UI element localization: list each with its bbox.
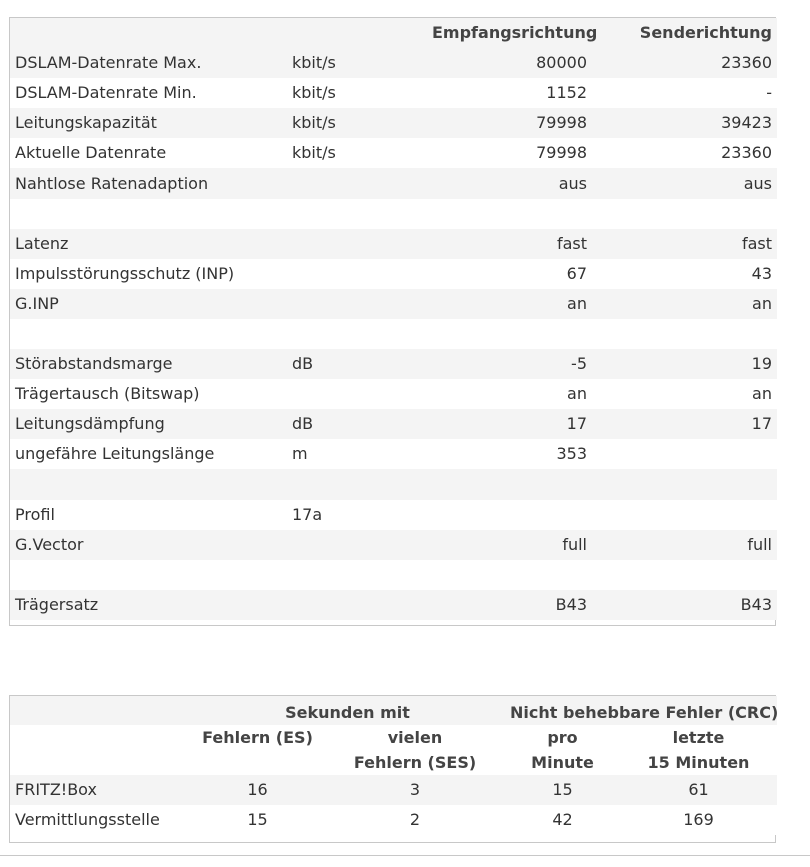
row-label: Störabstandsmarge (10, 349, 287, 379)
row-unit: dB (287, 409, 427, 439)
table-row (10, 775, 777, 805)
header-upstream: Senderichtung (592, 18, 777, 48)
row-unit: 17a (287, 500, 427, 530)
row-downstream-value: 353 (427, 439, 592, 469)
row-downstream-value: full (427, 530, 592, 560)
row-upstream-value: 43 (592, 259, 777, 289)
header-unit-empty (287, 18, 427, 48)
row-label: G.Vector (10, 530, 287, 560)
row-label (10, 469, 287, 499)
row-label (10, 560, 287, 590)
row-downstream-value: 79998 (427, 138, 592, 168)
row-unit (287, 229, 427, 259)
table-row (10, 409, 777, 439)
header-ses-line2: Fehlern (SES) (325, 750, 505, 775)
row-upstream-value: fast (592, 229, 777, 259)
row-upstream-value (592, 199, 777, 229)
error-row-last15: 169 (620, 805, 777, 835)
row-upstream-value: full (592, 530, 777, 560)
row-label: DSLAM-Datenrate Min. (10, 78, 287, 108)
dsl-line-details-table (10, 18, 777, 620)
table-row (10, 168, 777, 198)
error-header-row-2 (10, 750, 777, 775)
row-unit (287, 199, 427, 229)
error-row-label: Vermittlungsstelle (10, 805, 190, 835)
row-downstream-value: aus (427, 168, 592, 198)
row-label: Trägertausch (Bitswap) (10, 379, 287, 409)
row-upstream-value: - (592, 78, 777, 108)
error-row-es: 15 (190, 805, 325, 835)
row-upstream-value: an (592, 289, 777, 319)
row-label (10, 199, 287, 229)
row-upstream-value: B43 (592, 590, 777, 620)
row-unit (287, 560, 427, 590)
error-statistics-panel (9, 695, 779, 843)
row-unit (287, 289, 427, 319)
error-header-empty-3 (10, 750, 190, 775)
error-row-label: FRITZ!Box (10, 775, 190, 805)
table-row (10, 259, 777, 289)
row-downstream-value: 17 (427, 409, 592, 439)
row-unit (287, 530, 427, 560)
header-last15-line1: letzte (620, 725, 777, 750)
row-label: Nahtlose Ratenadaption (10, 168, 287, 198)
table-row (10, 319, 777, 349)
table-row (10, 78, 777, 108)
dsl-line-details-panel (9, 17, 776, 626)
table-row (10, 349, 777, 379)
row-downstream-value: an (427, 379, 592, 409)
row-upstream-value (592, 500, 777, 530)
row-downstream-value: 79998 (427, 108, 592, 138)
header-per-minute-line2: Minute (505, 750, 620, 775)
row-label: Leitungsdämpfung (10, 409, 287, 439)
row-unit (287, 168, 427, 198)
error-row-per-minute: 42 (505, 805, 620, 835)
row-upstream-value: 39423 (592, 108, 777, 138)
row-upstream-value: aus (592, 168, 777, 198)
row-unit: kbit/s (287, 78, 427, 108)
row-label: Impulsstörungsschutz (INP) (10, 259, 287, 289)
row-unit (287, 469, 427, 499)
table-row (10, 289, 777, 319)
row-label: G.INP (10, 289, 287, 319)
row-downstream-value: an (427, 289, 592, 319)
row-unit: m (287, 439, 427, 469)
row-label: DSLAM-Datenrate Max. (10, 48, 287, 78)
row-label: Latenz (10, 229, 287, 259)
row-label: Profil (10, 500, 287, 530)
table-row (10, 500, 777, 530)
table-row (10, 199, 777, 229)
row-downstream-value: 67 (427, 259, 592, 289)
error-header-empty-4 (190, 750, 325, 775)
error-row-es: 16 (190, 775, 325, 805)
table-row (10, 560, 777, 590)
table-row (10, 805, 777, 835)
error-statistics-table (10, 696, 777, 835)
table-row (10, 530, 777, 560)
error-row-ses: 2 (325, 805, 505, 835)
row-upstream-value: 17 (592, 409, 777, 439)
row-upstream-value (592, 319, 777, 349)
row-unit: kbit/s (287, 108, 427, 138)
row-upstream-value (592, 439, 777, 469)
row-upstream-value: 23360 (592, 138, 777, 168)
row-label: Trägersatz (10, 590, 287, 620)
table-row (10, 48, 777, 78)
row-unit: kbit/s (287, 48, 427, 78)
header-label-empty (10, 18, 287, 48)
header-downstream: Empfangsrichtung (427, 18, 592, 48)
table-row (10, 379, 777, 409)
row-upstream-value (592, 560, 777, 590)
row-downstream-value (427, 469, 592, 499)
header-seconds-with: Sekunden mit (190, 696, 505, 725)
table-row (10, 590, 777, 620)
error-row-ses: 3 (325, 775, 505, 805)
row-downstream-value: B43 (427, 590, 592, 620)
table-row (10, 439, 777, 469)
row-upstream-value: an (592, 379, 777, 409)
row-upstream-value: 23360 (592, 48, 777, 78)
row-unit (287, 379, 427, 409)
error-row-last15: 61 (620, 775, 777, 805)
row-downstream-value: 80000 (427, 48, 592, 78)
header-per-minute-line1: pro (505, 725, 620, 750)
error-header-row-1 (10, 725, 777, 750)
row-upstream-value (592, 469, 777, 499)
row-label (10, 319, 287, 349)
table-row (10, 108, 777, 138)
row-unit (287, 590, 427, 620)
error-header-group-row (10, 696, 777, 725)
row-unit: kbit/s (287, 138, 427, 168)
header-es: Fehlern (ES) (190, 725, 325, 750)
row-label: Leitungskapazität (10, 108, 287, 138)
row-downstream-value: fast (427, 229, 592, 259)
table-header-row (10, 18, 777, 48)
row-label: ungefähre Leitungslänge (10, 439, 287, 469)
row-downstream-value (427, 560, 592, 590)
table-row (10, 229, 777, 259)
row-label: Aktuelle Datenrate (10, 138, 287, 168)
row-downstream-value: 1152 (427, 78, 592, 108)
row-downstream-value (427, 199, 592, 229)
table-row (10, 469, 777, 499)
table-row (10, 138, 777, 168)
row-downstream-value: -5 (427, 349, 592, 379)
row-unit (287, 259, 427, 289)
header-last15-line2: 15 Minuten (620, 750, 777, 775)
error-header-empty-2 (10, 725, 190, 750)
page-divider (0, 855, 810, 856)
row-upstream-value: 19 (592, 349, 777, 379)
error-row-per-minute: 15 (505, 775, 620, 805)
error-header-empty (10, 696, 190, 725)
row-unit (287, 319, 427, 349)
header-ses-line1: vielen (325, 725, 505, 750)
header-crc-errors: Nicht behebbare Fehler (CRC) (505, 696, 777, 725)
row-unit: dB (287, 349, 427, 379)
row-downstream-value (427, 319, 592, 349)
row-downstream-value (427, 500, 592, 530)
